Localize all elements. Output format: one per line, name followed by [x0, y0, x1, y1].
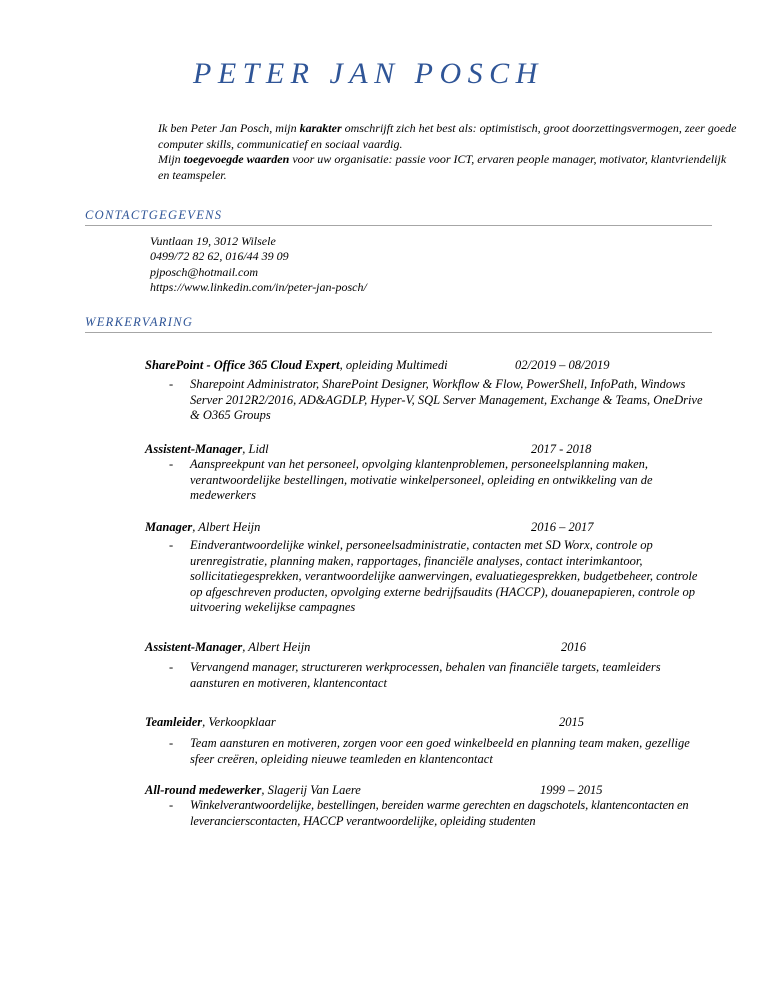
job-description-text: Vervangend manager, structureren werkprocessen, behalen van financiële targets, teamleiders aansturen en motiveren, klantencontact — [190, 660, 661, 690]
job-description — [169, 660, 705, 691]
job-description — [169, 377, 705, 424]
job-title: Assistent-Manager — [145, 442, 243, 456]
bullet-dash: - — [169, 538, 174, 552]
intro-text: Mijn — [158, 152, 184, 166]
job-title: SharePoint - Office 365 Cloud Expert — [145, 358, 340, 372]
intro-text: Ik ben Peter Jan Posch, mijn — [158, 121, 300, 135]
job-employer: , Albert Heijn — [192, 520, 261, 534]
job-employer: , Slagerij Van Laere — [261, 783, 361, 797]
intro-keyword: karakter — [299, 121, 342, 135]
intro-character — [158, 121, 738, 152]
section-heading-contact: CONTACTGEGEVENS — [85, 207, 712, 226]
intro-block — [158, 121, 738, 183]
job-header — [145, 714, 705, 730]
bullet-dash: - — [169, 798, 174, 812]
job-period: 2017 - 2018 — [531, 442, 592, 456]
job-title: Teamleider — [145, 715, 203, 729]
contact-email: pjposch@hotmail.com — [150, 264, 259, 279]
job-entry — [145, 441, 705, 504]
candidate-name: PETER JAN POSCH — [193, 57, 544, 90]
bullet-dash: - — [169, 660, 174, 674]
job-period: 02/2019 – 08/2019 — [515, 358, 610, 372]
job-entry — [145, 639, 705, 691]
job-period: 2016 – 2017 — [531, 520, 594, 534]
job-employer: , Albert Heijn — [242, 640, 311, 654]
job-title: Manager — [145, 520, 193, 534]
job-title: Assistent-Manager — [145, 640, 243, 654]
job-header — [145, 357, 705, 373]
job-description-text: Sharepoint Administrator, SharePoint Designer, Workflow & Flow, PowerShell, InfoPath, Windows Server 2012R2/2016, AD&AGDLP, Hyper-V, SQL Server Management, Exchange & Teams, OneDrive & O365 Groups — [190, 377, 703, 423]
contact-block — [150, 234, 367, 295]
job-employer: , Lidl — [242, 442, 269, 456]
job-entry — [145, 357, 705, 424]
intro-keyword: toegevoegde waarden — [183, 152, 290, 166]
job-header — [145, 639, 705, 655]
bullet-dash: - — [169, 377, 174, 391]
job-employer: , Verkoopklaar — [202, 715, 276, 729]
job-description-text: Winkelverantwoordelijke, bestellingen, bereiden warme gerechten en dagschotels, klantencontacten en leverancierscontacten, HACCP verantwoordelijke, opleiding studenten — [190, 798, 689, 828]
intro-text: omschrijft zich het best als: optimistisch, groot doorzettingsvermogen, zeer goede computer skills, communicatief en sociaal vaardig. — [158, 121, 737, 151]
contact-address: Vuntlaan 19, 3012 Wilsele — [150, 234, 276, 248]
job-description-text: Eindverantwoordelijke winkel, personeelsadministratie, contacten met SD Worx, controle op urenregistratie, planning maken, rapportages, financiële analyses, contact interimkantoor, sollicitatiegesprekken, verantwoordelijke aanwervingen, evaluatiegesprekken, budgetbeheer, controle op afgeschreven producten, opvolging externe bedrijfsaudits (HACCP), douanepapieren, controle op uitvoering wekelijkse campagnes — [190, 538, 698, 615]
job-description — [169, 457, 705, 504]
job-description — [169, 538, 705, 616]
job-header — [145, 519, 705, 535]
job-description-text: Team aansturen en motiveren, zorgen voor een goed winkelbeeld en planning team maken, gezellige sfeer creëren, opleiding nieuwe teamleden en klantencontact — [190, 736, 690, 766]
job-entry — [145, 782, 705, 829]
job-header — [145, 441, 705, 457]
job-title: All-round medewerker — [145, 783, 262, 797]
intro-text: voor uw organisatie: passie voor ICT, ervaren people manager, motivator, klantvriendelijk en teamspeler. — [158, 152, 727, 182]
section-heading-experience: WERKERVARING — [85, 314, 712, 333]
bullet-dash: - — [169, 457, 174, 471]
job-header — [145, 782, 705, 798]
bullet-dash: - — [169, 736, 174, 750]
job-period: 2016 — [561, 640, 586, 654]
job-description-text: Aanspreekpunt van het personeel, opvolging klantenproblemen, personeelsplanning maken, verantwoordelijke bestellingen, motivatie winkelpersoneel, opleiding en ontwikkeling van de medewerkers — [190, 457, 653, 503]
contact-linkedin: https://www.linkedin.com/in/peter-jan-posch/ — [150, 279, 367, 294]
job-description — [169, 798, 705, 829]
job-employer: , opleiding Multimedi — [339, 358, 448, 372]
job-period: 2015 — [559, 715, 584, 729]
contact-phone: 0499/72 82 62, 016/44 39 09 — [150, 249, 289, 264]
intro-added-value — [158, 152, 738, 183]
job-entry — [145, 519, 705, 616]
job-period: 1999 – 2015 — [540, 783, 603, 797]
job-entry — [145, 714, 705, 767]
job-description — [169, 736, 705, 767]
